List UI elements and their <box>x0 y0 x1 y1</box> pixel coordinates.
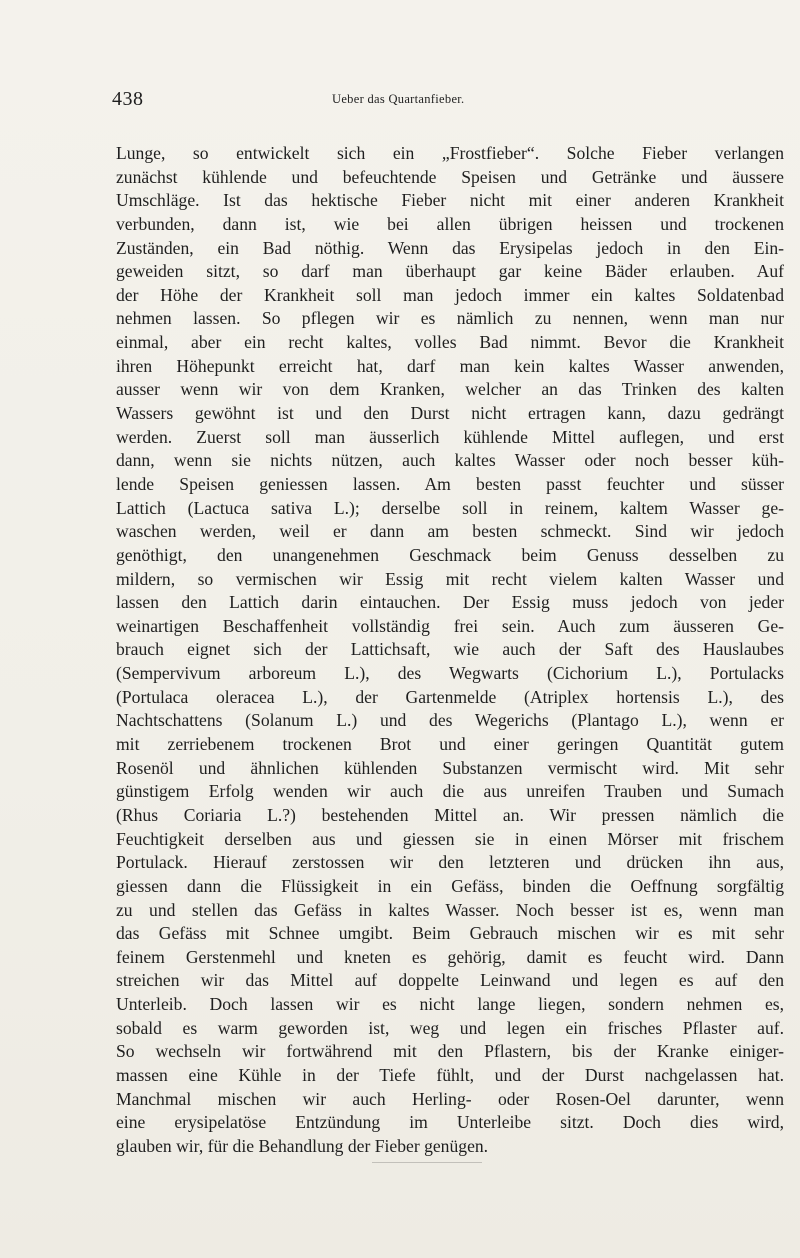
text-line: Feuchtigkeit derselben aus und giessen sie in einen Mörser mit frischem <box>116 828 784 849</box>
text-line: Rosenöl und ähnlichen kühlenden Substanzen vermischt wird. Mit sehr <box>116 757 784 778</box>
text-line: brauch eignet sich der Lattichsaft, wie auch der Saft des Hauslaubes <box>116 639 784 660</box>
text-line: verbunden, dann ist, wie bei allen übrigen heissen und trockenen <box>116 213 784 234</box>
text-line: Nachtschattens (Solanum L.) und des Wegerichs (Plantago L.), wenn er <box>116 710 784 731</box>
text-line: massen eine Kühle in der Tiefe fühlt, und der Durst nachgelassen hat. <box>116 1064 784 1085</box>
text-line: feinem Gerstenmehl und kneten es gehörig, damit es feucht wird. Dann <box>116 946 784 967</box>
text-line: (Portulaca oleracea L.), der Gartenmelde (Atriplex hortensis L.), des <box>116 686 784 707</box>
text-line: (Rhus Coriaria L.?) bestehenden Mittel an. Wir pressen nämlich die <box>116 804 784 825</box>
text-line: zu und stellen das Gefäss in kaltes Wasser. Noch besser ist es, wenn man <box>116 899 784 920</box>
text-line: streichen wir das Mittel auf doppelte Leinwand und legen es auf den <box>116 970 784 991</box>
text-line: lassen den Lattich darin eintauchen. Der Essig muss jedoch von jeder <box>116 592 784 613</box>
text-line: Manchmal mischen wir auch Herling- oder Rosen-Oel darunter, wenn <box>116 1088 784 1109</box>
text-line: Portulack. Hierauf zerstossen wir den letzteren und drücken ihn aus, <box>116 852 784 873</box>
text-line: Zuständen, ein Bad nöthig. Wenn das Erysipelas jedoch in den Ein- <box>116 237 784 258</box>
text-line: glauben wir, für die Behandlung der Fieber genügen. <box>116 1135 489 1156</box>
text-line: eine erysipelatöse Entzündung im Unterleibe sitzt. Doch dies wird, <box>116 1112 784 1133</box>
text-line: dann, wenn sie nichts nützen, auch kaltes Wasser oder noch besser küh- <box>116 450 784 471</box>
text-line: Lattich (Lactuca sativa L.); derselbe soll in reinem, kaltem Wasser ge- <box>116 497 784 518</box>
text-line: sobald es warm geworden ist, weg und legen ein frisches Pflaster auf. <box>116 1017 784 1038</box>
text-line: Wassers gewöhnt ist und den Durst nicht ertragen kann, dazu gedrängt <box>116 403 784 424</box>
text-line: mit zerriebenem trockenen Brot und einer geringen Quantität gutem <box>116 734 784 755</box>
text-line: Unterleib. Doch lassen wir es nicht lange liegen, sondern nehmen es, <box>116 994 784 1015</box>
text-line: der Höhe der Krankheit soll man jedoch immer ein kaltes Soldatenbad <box>116 284 784 305</box>
text-line: günstigem Erfolg wenden wir auch die aus unreifen Trauben und Sumach <box>116 781 784 802</box>
text-line: ausser wenn wir von dem Kranken, welcher an das Trinken des kalten <box>116 379 784 400</box>
text-line: (Sempervivum arboreum L.), des Wegwarts (Cichorium L.), Portulacks <box>116 663 784 684</box>
show-through-rule <box>372 1162 482 1163</box>
text-line: weinartigen Beschaffenheit vollständig frei sein. Auch zum äusseren Ge- <box>116 615 784 636</box>
text-line: geweiden sitzt, so darf man überhaupt gar keine Bäder erlauben. Auf <box>116 261 784 282</box>
text-line: Lunge, so entwickelt sich ein „Frostfieber“. Solche Fieber verlangen <box>116 143 784 163</box>
body-text <box>116 142 784 1159</box>
running-title: Ueber das Quartanfieber. <box>332 92 465 106</box>
text-line: genöthigt, den unangenehmen Geschmack beim Genuss desselben zu <box>116 544 784 565</box>
text-line: zunächst kühlende und befeuchtende Speisen und Getränke und äussere <box>116 166 784 187</box>
text-line: Umschläge. Ist das hektische Fieber nicht mit einer anderen Krankheit <box>116 190 784 211</box>
text-line: mildern, so vermischen wir Essig mit recht vielem kalten Wasser und <box>116 568 784 589</box>
page-number: 438 <box>112 88 144 110</box>
text-line: So wechseln wir fortwährend mit den Pflastern, bis der Kranke einiger- <box>116 1041 784 1062</box>
text-line: lende Speisen geniessen lassen. Am besten passt feuchter und süsser <box>116 473 784 494</box>
text-line: einmal, aber ein recht kaltes, volles Bad nimmt. Bevor die Krankheit <box>116 332 784 353</box>
text-line: waschen werden, weil er dann am besten schmeckt. Sind wir jedoch <box>116 521 784 542</box>
text-line: ihren Höhepunkt erreicht hat, darf man kein kaltes Wasser anwenden, <box>116 355 784 376</box>
text-line: giessen dann die Flüssigkeit in ein Gefäss, binden die Oeffnung sorgfältig <box>116 875 784 896</box>
text-line: nehmen lassen. So pflegen wir es nämlich zu nennen, wenn man nur <box>116 308 784 329</box>
text-line: werden. Zuerst soll man äusserlich kühlende Mittel auflegen, und erst <box>116 426 784 447</box>
text-line: das Gefäss mit Schnee umgibt. Beim Gebrauch mischen wir es mit sehr <box>116 923 784 944</box>
page-header <box>112 88 782 116</box>
